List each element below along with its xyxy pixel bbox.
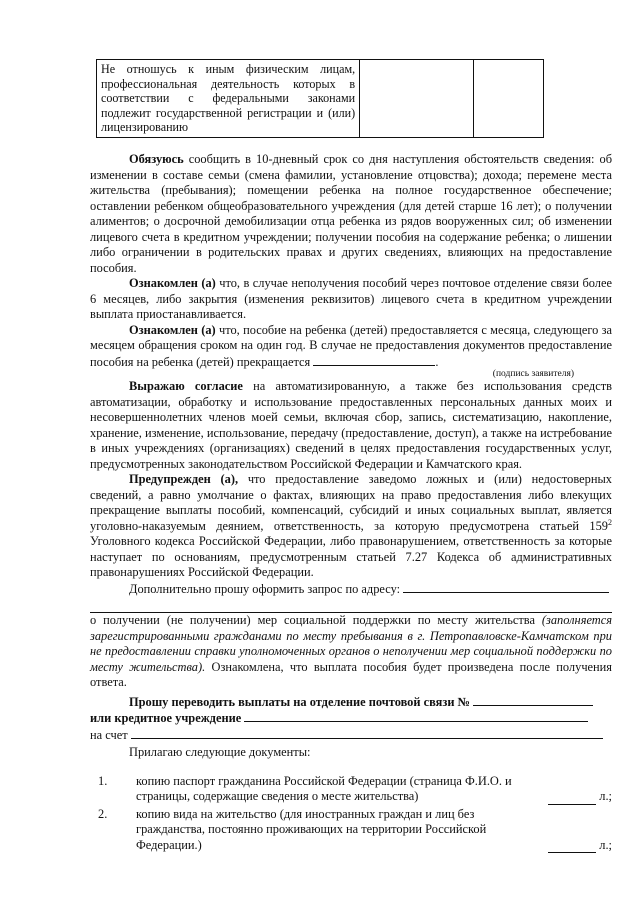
acknowledgement-lead-2: Ознакомлен (а) — [129, 322, 216, 337]
warning-text-a: что предоставление заведомо ложных и (или) недостоверных сведений, а равно умолчание о фактах, влияющих на право предоставления либо влекущих прекращение выплаты пособий, компенсаций, субсидий и иных социальных выплат, является уголовно-наказуемым деянием, ответственность, за которую предусмотрена статьей 159 — [90, 472, 612, 533]
payment-account-label: на счет — [90, 727, 131, 742]
pages-suffix: л.; — [599, 837, 612, 852]
signature-line[interactable] — [313, 354, 435, 366]
payment-bank-row — [90, 710, 612, 727]
request-address-label: Дополнительно прошу оформить запрос по адресу: — [129, 581, 404, 596]
payment-account-row — [90, 727, 612, 744]
request-address-paragraph — [90, 581, 612, 598]
attached-documents-heading: Прилагаю следующие документы: — [129, 745, 311, 759]
pages-suffix: л.; — [599, 789, 612, 803]
list-item-pages — [532, 774, 612, 805]
obligation-text: сообщить в 10-дневный срок со дня наступления обстоятельств сведения: об изменении в составе семьи (смена фамилии, установление отцовства); дохода; перемене места жительства (пребывания); помещении ребенка на полное государственное обеспечение; оставлении ребенком общеобразовательного учреждения (для детей старше 16 лет); о получении алиментов; о досрочной демобилизации отца ребенка из рядов вооруженных сил; об изменении лицевого счета в кредитном учреждении; получении пособия на содержание ребенка; о лишении либо ограничении в родительских правах и других сведениях, влияющих на предоставление пособия. — [90, 152, 612, 275]
list-item-number: 1. — [98, 773, 108, 788]
pages-count-field[interactable] — [548, 792, 596, 805]
acknowledgement-text-1: что, в случае неполучения пособий через почтовое отделение связи более 6 месяцев, либо закрытия (изменения реквизитов) лицевого счета в кредитном учреждении выплата приостанавливается. — [90, 276, 612, 321]
request-address-field[interactable] — [403, 581, 609, 593]
table-cell-text: Не отношусь к иным физическим лицам, профессиональная деятельность которых в соответствии с федеральными законами подлежит государственной регистрации и (или) лицензированию — [97, 60, 360, 138]
signature-caption: (подпись заявителя) — [492, 369, 574, 379]
payment-post-row — [90, 694, 612, 711]
payment-bank-label: или кредитное учреждение — [90, 711, 245, 725]
request-address-field-2[interactable] — [90, 597, 612, 613]
consent-text: на автоматизированную, а также без использования средств автоматизации, обработку и использование предоставленных персональных данных моих и несовершеннолетних членов моей семьи, включая сбор, запись, систематизацию, накопление, хранение, изменение, использование, передачу (предоставление, доступ), а также на истребование в иных учреждениях (организациях) сведений в целях предоставления государственных услуг, предусмотренных законодательством Российской Федерации и Камчатского края. — [90, 379, 612, 471]
article-superscript: 2 — [608, 517, 612, 527]
social-support-note: (заполняется зарегистрированными гражданами по месту пребывания в г. Петропавловске-Камчатском при не предоставлении справки уполномоченных органов о неполучении мер социальной поддержки по месту жительства). — [90, 613, 612, 674]
account-field[interactable] — [131, 727, 603, 739]
list-item — [90, 807, 612, 854]
consent-paragraph — [90, 379, 612, 472]
signature-tail: . — [435, 354, 439, 369]
list-item-number: 2. — [98, 806, 108, 821]
table-cell-note[interactable] — [474, 60, 544, 138]
warning-lead: Предупрежден (а), — [129, 472, 239, 486]
list-item-text: копию вида на жительство (для иностранных граждан и лиц без гражданства, постоянно проживающих на территории Российской Федерации.) — [136, 806, 487, 852]
document-body — [90, 152, 612, 853]
warning-text-b: Уголовного кодекса Российской Федерации, либо правонарушением, ответственность за которые наступает по основаниям, предусмотренным статьей 7.27 Кодекса об административных правонарушениях Российской Федерации. — [90, 534, 612, 579]
table-cell-answer[interactable] — [360, 60, 474, 138]
list-item-pages — [532, 807, 612, 854]
warning-paragraph — [90, 472, 612, 581]
bank-field[interactable] — [244, 710, 588, 722]
acknowledgement-paragraph-1 — [90, 276, 612, 323]
payment-post-label: Прошу переводить выплаты на отделение почтовой связи № — [129, 694, 474, 709]
obligation-paragraph — [90, 152, 612, 276]
consent-lead: Выражаю согласие — [129, 379, 243, 393]
acknowledgement-text-2: что, пособие на ребенка (детей) предоставляется с месяца, следующего за месяцем обращения сроком на один год. В случае не предоставления документов предоставление пособия на ребенка (детей) прекращается — [90, 322, 613, 369]
pages-count-field[interactable] — [548, 840, 596, 853]
acknowledgement-lead-1: Ознакомлен (а) — [129, 276, 216, 290]
table-row — [97, 60, 544, 138]
obligation-lead: Обязуюсь — [129, 152, 184, 166]
list-item-text: копию паспорт гражданина Российской Федерации (страница Ф.И.О. и страницы, содержащие сведения о месте жительства) — [136, 773, 512, 803]
social-support-text-a: о получении (не получении) мер социальной поддержки по месту жительства — [90, 613, 542, 627]
status-table-fragment — [96, 59, 544, 138]
social-support-paragraph — [90, 613, 612, 691]
acknowledgement-paragraph-2 — [90, 323, 612, 371]
attached-documents — [90, 745, 612, 853]
social-support-text-b: Ознакомлена, что выплата пособия будет произведена после получения ответа. — [90, 659, 613, 689]
post-office-number-field[interactable] — [473, 694, 593, 706]
list-item — [90, 774, 612, 805]
status-table — [96, 59, 544, 138]
